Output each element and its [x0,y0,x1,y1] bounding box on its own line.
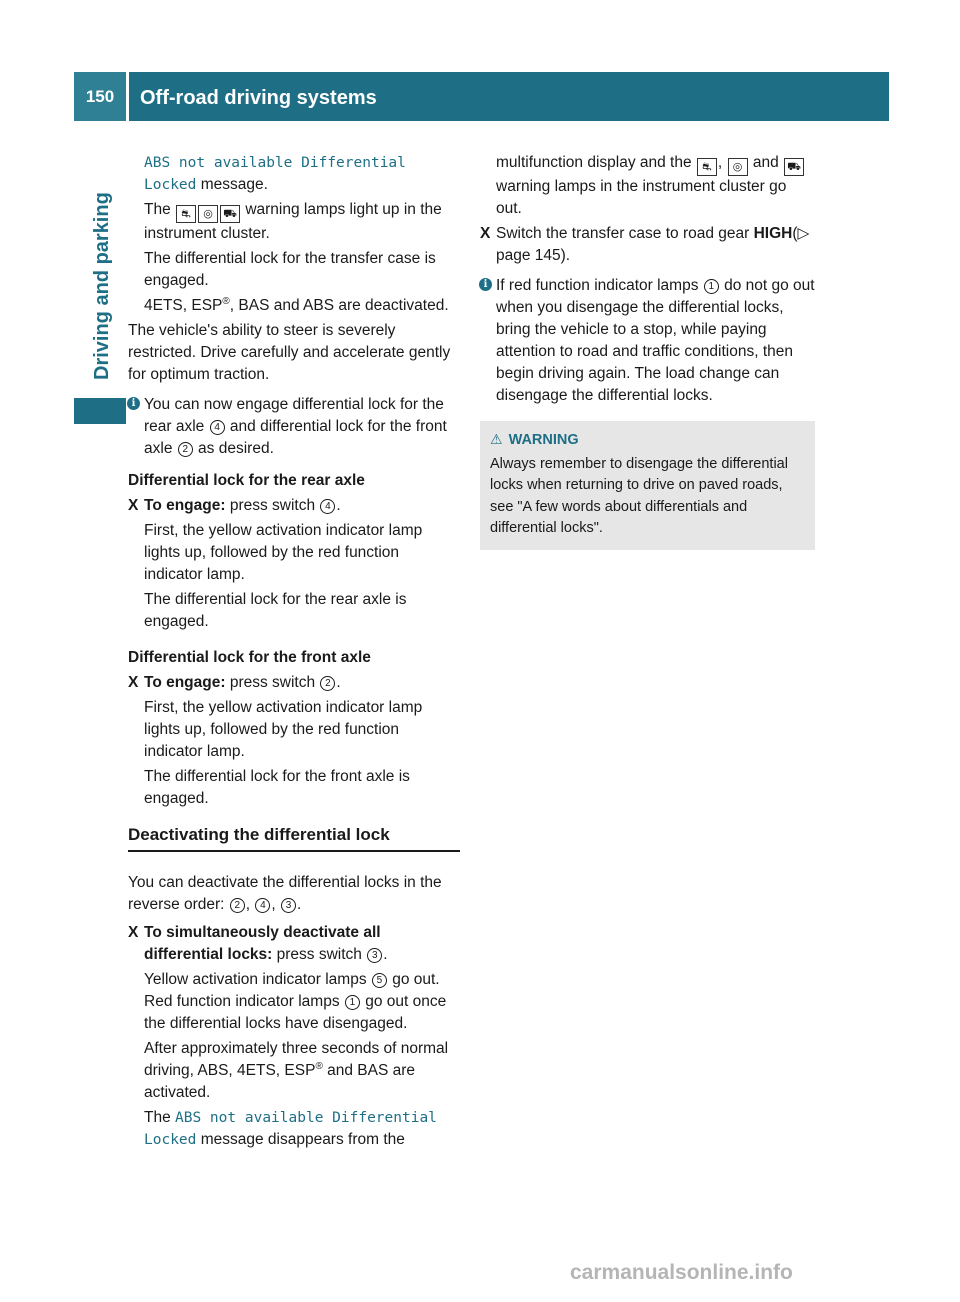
callout-4: 4 [255,898,270,913]
subheading-front-axle: Differential lock for the front axle [128,649,371,666]
left-column [128,152,460,1154]
callout-2: 2 [320,676,335,691]
callout-4: 4 [210,420,225,435]
differential-lock-icon: ⛟ [220,205,240,223]
step-arrow-icon: X [128,924,139,941]
right-column [480,152,815,550]
paragraph: multifunction display and the ⛐ , ◎ and ⛟ warning lamps in the instrument cluster go out. [480,152,815,220]
callout-3: 3 [367,948,382,963]
info-note: i You can now engage differential lock for the rear axle 4 and differential lock for the front axle 2 as desired. [128,394,460,460]
info-icon: i [127,397,140,410]
paragraph: The differential lock for the front axle is engaged. [144,768,410,807]
callout-4: 4 [320,499,335,514]
side-tab-marker [74,398,126,424]
instruction-step: X To engage: press switch 2 . [128,672,460,694]
callout-1: 1 [345,995,360,1010]
watermark: carmanualsonline.info [570,1261,793,1284]
paragraph: ABS not available Differential Locked message. [144,155,406,193]
warning-body: Always remember to disengage the differential locks when returning to drive on paved roads, see "A few words about differentials and differential locks". [490,455,788,536]
esp-off-icon: ⛐ [176,205,196,223]
display-message: ABS not available Differential Locked [144,155,406,193]
step-arrow-icon: X [128,674,139,691]
section-heading-deactivating: Deactivating the differential lock [128,824,460,852]
abs-icon: ◎ [728,158,748,176]
info-icon: i [479,278,492,291]
differential-lock-icon: ⛟ [784,158,804,176]
esp-off-icon: ⛐ [697,158,717,176]
page-number: 150 [74,72,126,121]
paragraph: The differential lock for the transfer case is engaged. [144,250,436,289]
abs-icon: ◎ [198,205,218,223]
paragraph: The differential lock for the rear axle is engaged. [144,591,407,630]
paragraph: You can deactivate the differential locks in the reverse order: 2 , 4 , 3 . [128,874,442,913]
callout-2: 2 [230,898,245,913]
warning-triangle-icon: ⚠ [490,431,503,447]
paragraph: The vehicle's ability to steer is severely restricted. Drive carefully and accelerate gently for optimum traction. [128,322,451,383]
callout-5: 5 [372,973,387,988]
paragraph: 4ETS, ESP®, BAS and ABS are deactivated. [144,295,449,314]
instruction-step: X To engage: press switch 4 . [128,495,460,517]
display-message: ABS not available Differential Locked [144,1110,437,1148]
info-note: i If red function indicator lamps 1 do not go out when you disengage the differential locks, bring the vehicle to a stop, while paying attention to road and traffic conditions, then begin driving again. The load change can disengage the differential locks. [480,275,815,407]
instruction-step: X To simultaneously deactivate all differential locks: press switch 3 . [128,924,388,963]
step-arrow-icon: X [480,225,491,242]
callout-3: 3 [281,898,296,913]
header-separator [126,72,129,121]
paragraph: First, the yellow activation indicator lamp lights up, followed by the red function indicator lamp. [144,522,423,583]
warning-box [480,421,815,550]
instruction-step: X Switch the transfer case to road gear HIGH(▷ page 145). [480,225,810,264]
paragraph: After approximately three seconds of normal driving, ABS, 4ETS, ESP® and BAS are activated. [144,1040,449,1101]
page-title: Off-road driving systems [140,87,377,109]
paragraph: Yellow activation indicator lamps 5 go out. Red function indicator lamps 1 go out once the differential locks have disengaged. [144,971,447,1032]
subheading-rear-axle: Differential lock for the rear axle [128,472,365,489]
side-tab-label: Driving and parking [91,192,113,380]
callout-1: 1 [704,279,719,294]
paragraph: The ABS not available Differential Locked message disappears from the [144,1109,437,1148]
warning-title: ⚠ WARNING [490,431,579,448]
paragraph: The ⛐ ◎ ⛟ warning lamps light up in the instrument cluster. [144,201,442,242]
step-arrow-icon: X [128,497,139,514]
callout-2: 2 [178,442,193,457]
page-reference-link[interactable]: (▷ page 145). [496,225,810,264]
paragraph: First, the yellow activation indicator lamp lights up, followed by the red function indicator lamp. [144,699,423,760]
